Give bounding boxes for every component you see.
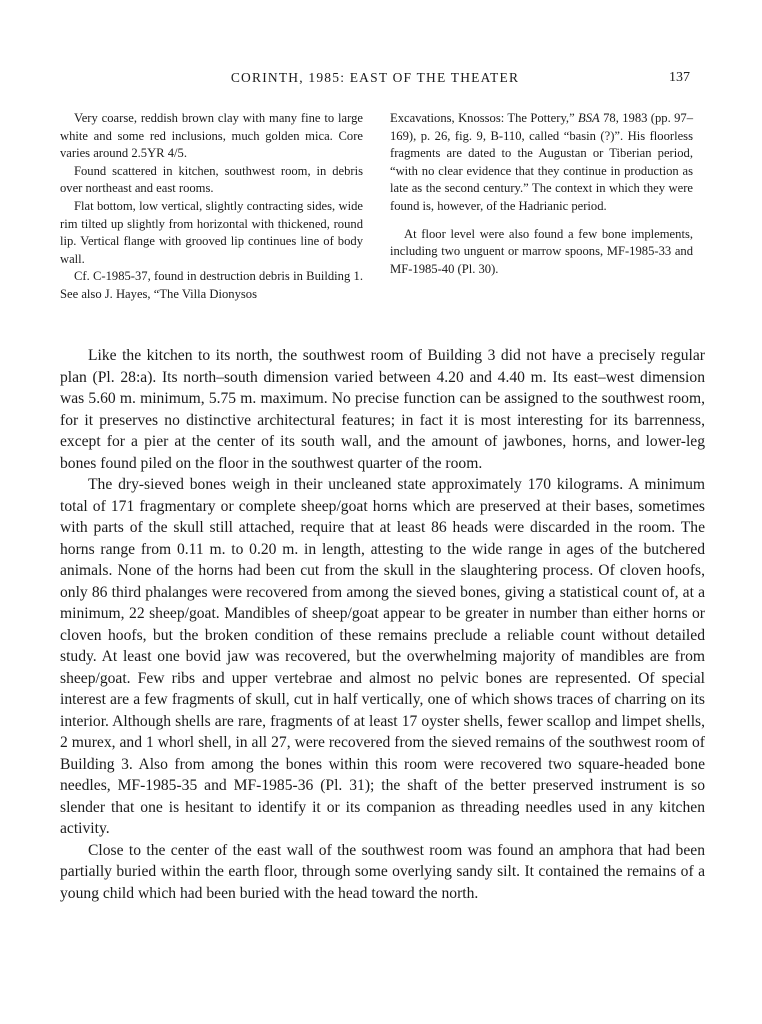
running-title: CORINTH, 1985: EAST OF THE THEATER	[230, 70, 520, 85]
comparanda-text-1: Excavations, Knossos: The Pottery,”	[390, 111, 579, 125]
comparanda: Cf. C-1985-37, found in destruction debris in Building 1. See also J. Hayes, “The Villa Dionysos	[60, 269, 363, 301]
body-paragraph-1: Like the kitchen to its north, the southwest room of Building 3 did not have a precisely regular plan (Pl. 28:a). Its north–south dimension varied between 4.20 and 4.40 m. Its east–west dimension was 5.60 m. minimum, 5.75 m. maximum. No precise function can be assigned to the southwest room, for it preserves no distinctive architectural features; in fact it is most interesting for its barrenness, except for a pier at the center of its south wall, and the amount of jawbones, horns, and lower-leg bones found piled on the floor in the southwest quarter of the room.	[60, 347, 705, 472]
comparanda-text-2: 78, 1983 (pp. 97–169), p. 26, fig. 9, B-110, called “basin (?)”. His floorless fragments are dated to the Augustan or Tiberian period, “with no clear evidence that they continue in production as late as the second century.” The context in which they were found is, however, of the Hadrianic period.	[390, 111, 693, 213]
findspot: Found scattered in kitchen, southwest room, in debris over northeast and east rooms.	[60, 163, 363, 196]
shape-description: Flat bottom, low vertical, slightly contracting sides, wide rim tilted up slightly from horizontal with thickened, round lip. Vertical flange with grooved lip continues line of body wall.	[60, 198, 363, 266]
body-paragraph-2: The dry-sieved bones weigh in their uncleaned state approximately 170 kilograms. A minimum total of 171 fragmentary or complete sheep/goat horns which are preserved at their bases, sometimes with parts of the skull still attached, require that at least 86 heads were discarded in the room. The horns range from 0.11 m. to 0.20 m. in length, attesting to the wide range in ages of the butchered animals. None of the horns had been cut from the skull in the slaughtering process. Of cloven hoofs, only 86 third phalanges were recovered from among the sieved bones, giving a statistical count of, at a minimum, 22 sheep/goat. Mandibles of sheep/goat appear to be greater in number than either horns or cloven hoofs, but the broken condition of these remains preclude a reliable count without detailed study. At least one bovid jaw was recovered, but the overwhelming majority of mandibles are from sheep/goat. Few ribs and upper vertebrae and almost no pelvic bones are represented. Of special interest are a few fragments of skull, cut in half vertically, one of which shows traces of charring on its interior. Although shells are rare, fragments of at least 17 oyster shells, fewer scallop and limpet shells, 2 murex, and 1 whorl shell, in all 27, were recovered from the sieved remains of the southwest room of Building 3. Also from among the bones within this room were recovered two square-headed bone needles, MF-1985-35 and MF-1985-36 (Pl. 31); the shaft of the better preserved instrument is so slender that one is hesitant to identify it or its companion as threading needles used in any kitchen activity.	[60, 476, 705, 837]
right-column	[390, 110, 693, 278]
fabric-description: Very coarse, reddish brown clay with many fine to large white and some red inclusions, much golden mica. Core varies around 2.5YR 4/5.	[60, 111, 363, 161]
comparanda-continued	[390, 110, 693, 216]
page-number: 137	[669, 70, 690, 85]
bone-implements-note: At floor level were also found a few bone implements, including two unguent or marrow spoons, MF-1985-33 and MF-1985-40 (Pl. 30).	[390, 226, 693, 276]
left-column	[60, 110, 363, 304]
body-paragraph-3: Close to the center of the east wall of the southwest room was found an amphora that had been partially buried within the earth floor, through some overlying sandy silt. It contained the remains of a young child which had been buried with the head toward the north.	[60, 841, 705, 902]
page-header	[60, 70, 690, 90]
journal-abbreviation: BSA	[578, 111, 600, 125]
main-text	[60, 345, 705, 904]
